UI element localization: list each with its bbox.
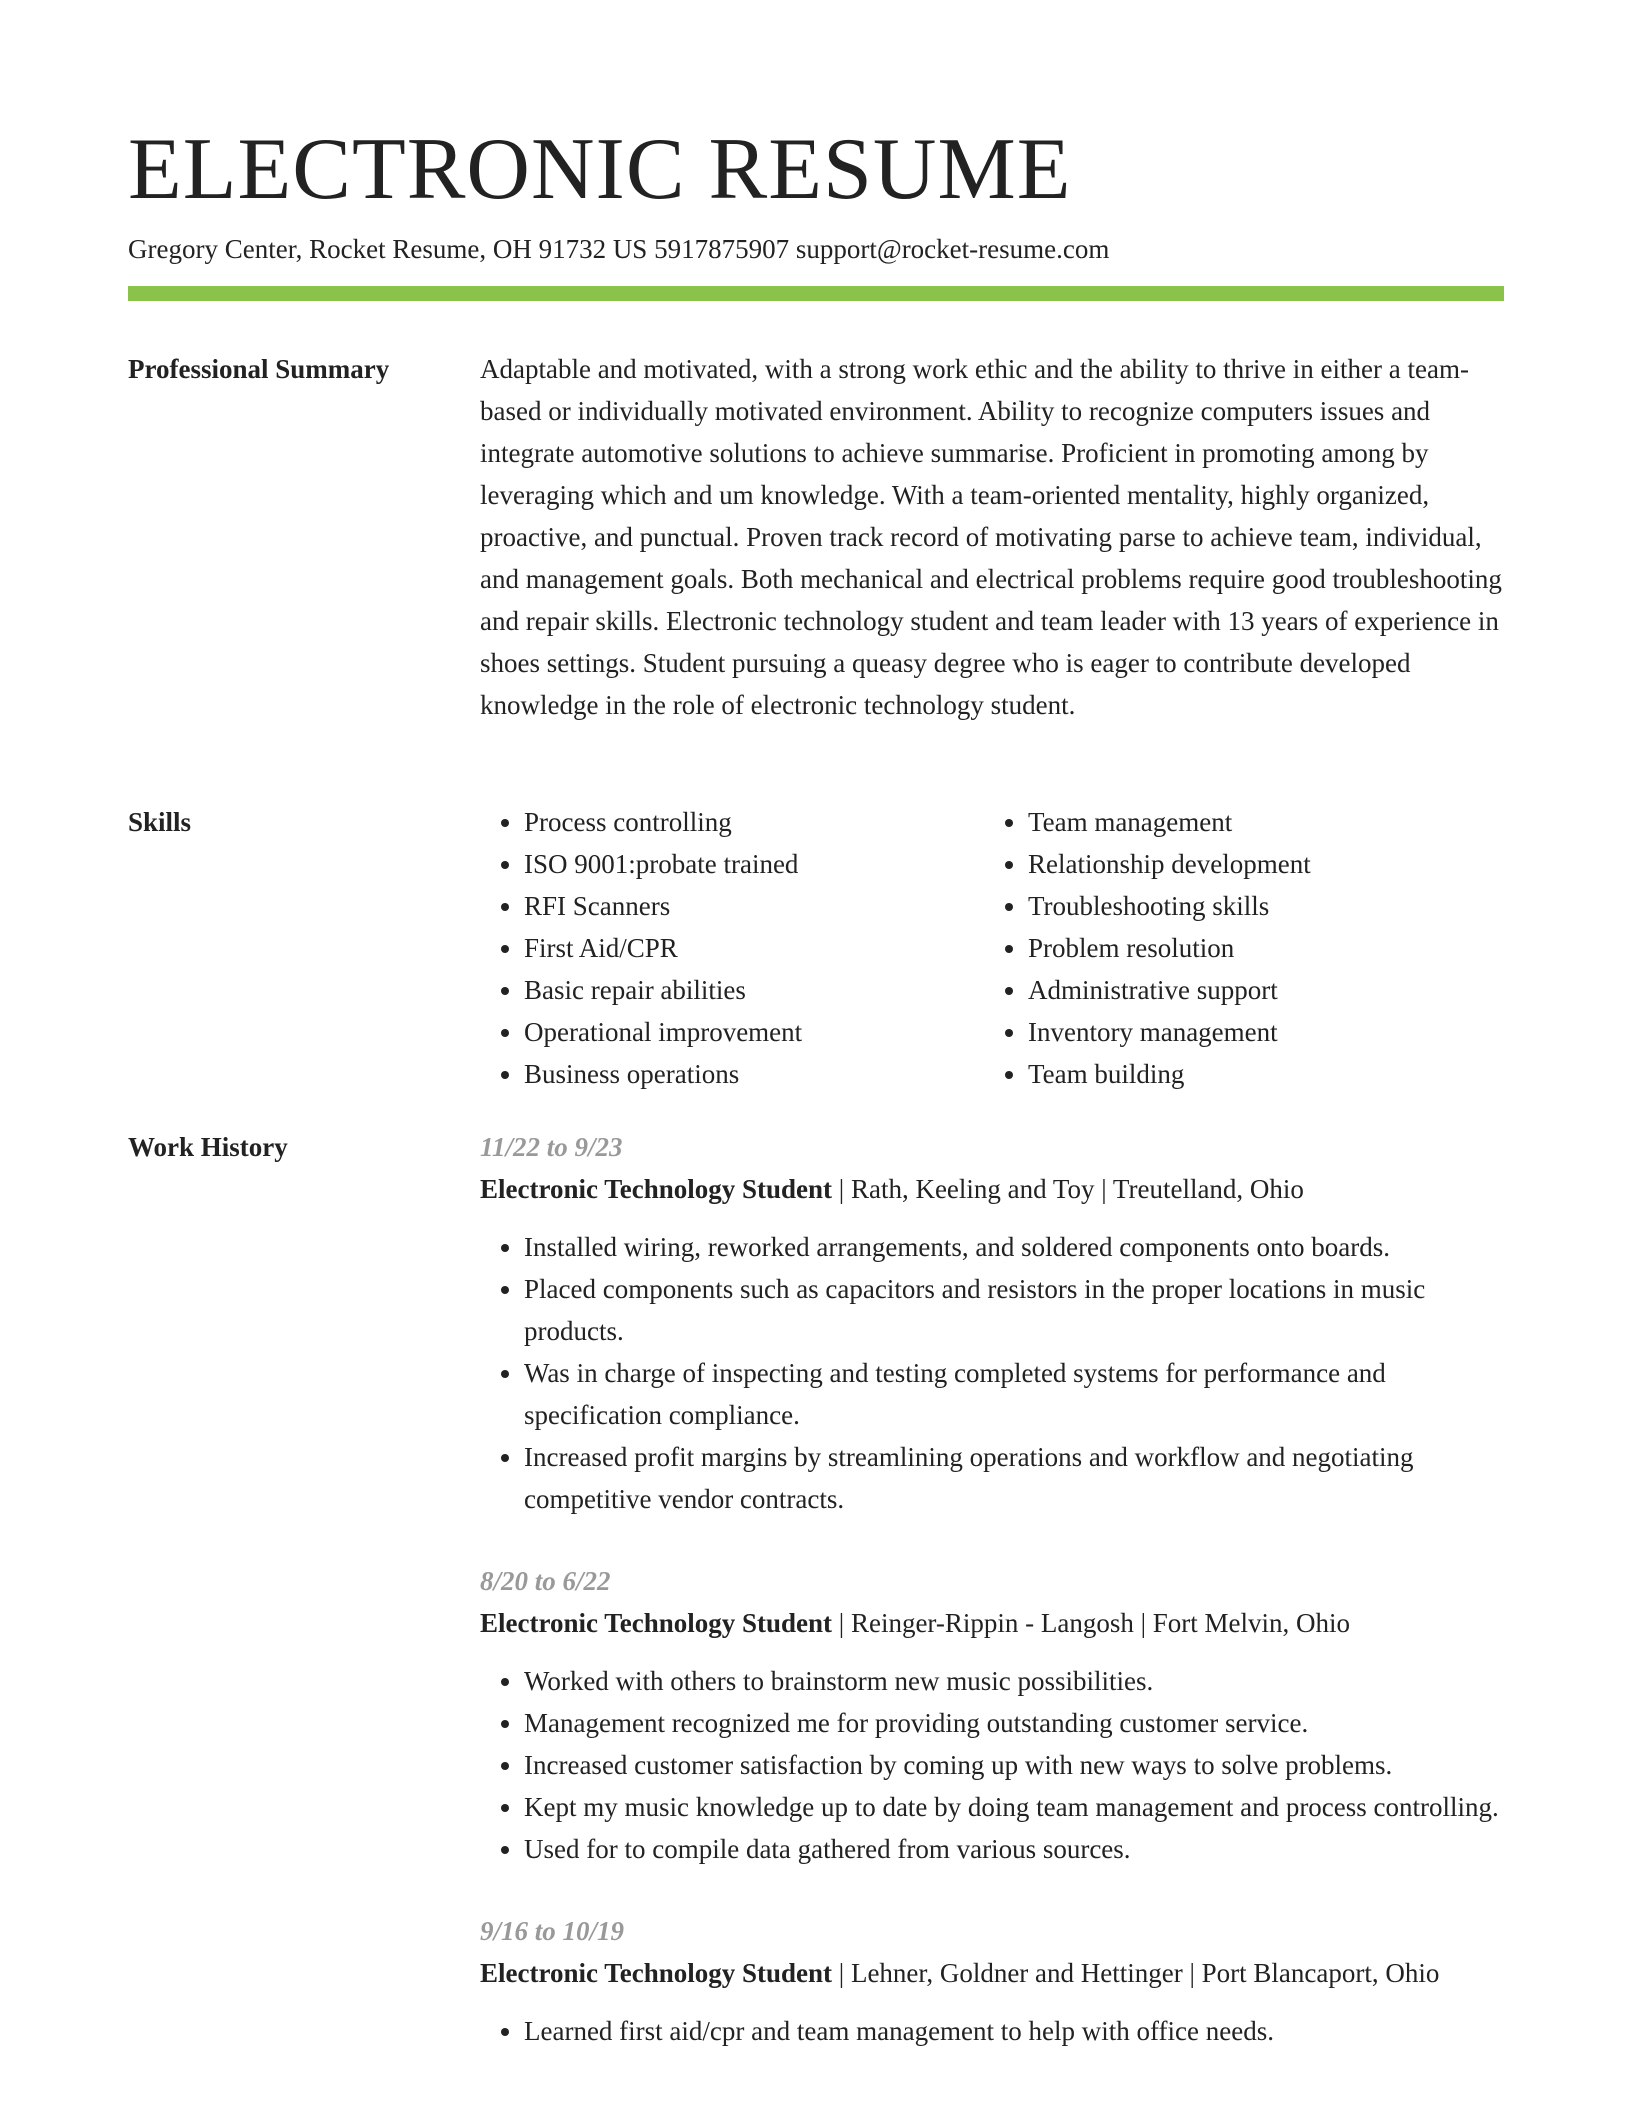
- job-details: | Rath, Keeling and Toy | Treutelland, Ohio: [832, 1174, 1304, 1204]
- list-item: • Placed components such as capacitors and resistors in the proper locations in music products.: [524, 1268, 1504, 1352]
- job-title: Electronic Technology Student: [480, 1608, 833, 1638]
- job-dates: 11/22 to 9/23: [480, 1132, 623, 1162]
- skills-list-left: [480, 801, 984, 1095]
- skills-list-right: [984, 801, 1488, 1095]
- job-entry: [480, 1910, 1504, 2052]
- job-entry: [480, 1126, 1504, 1520]
- skill-item: • Team management: [1028, 801, 1488, 843]
- list-item: • Was in charge of inspecting and testing completed systems for performance and specification compliance.: [524, 1352, 1504, 1436]
- job-title: Electronic Technology Student: [480, 1958, 833, 1988]
- skill-item: • Process controlling: [524, 801, 984, 843]
- list-item: • Increased customer satisfaction by coming up with new ways to solve problems.: [524, 1744, 1504, 1786]
- job-title: Electronic Technology Student: [480, 1174, 833, 1204]
- skill-item: • RFI Scanners: [524, 885, 984, 927]
- job-heading: [480, 1168, 1504, 1210]
- job-heading: [480, 1602, 1504, 1644]
- skill-item: • First Aid/CPR: [524, 927, 984, 969]
- job-bullets: [480, 2010, 1504, 2052]
- skill-item: • Administrative support: [1028, 969, 1488, 1011]
- list-item: • Learned first aid/cpr and team management to help with office needs.: [524, 2010, 1504, 2052]
- list-item: • Installed wiring, reworked arrangements, and soldered components onto boards.: [524, 1226, 1504, 1268]
- job-bullets: [480, 1226, 1504, 1520]
- skill-item: • Troubleshooting skills: [1028, 885, 1488, 927]
- list-item: • Kept my music knowledge up to date by doing team management and process controlling.: [524, 1786, 1504, 1828]
- work-history-label: Work History: [128, 1132, 288, 1162]
- list-item: • Management recognized me for providing outstanding customer service.: [524, 1702, 1504, 1744]
- job-bullets: [480, 1660, 1504, 1870]
- skill-item: • Relationship development: [1028, 843, 1488, 885]
- job-heading: [480, 1952, 1504, 1994]
- summary-label: Professional Summary: [128, 354, 390, 384]
- job-entry: [480, 1560, 1504, 1870]
- skill-item: • Team building: [1028, 1053, 1488, 1095]
- list-item: • Used for to compile data gathered from various sources.: [524, 1828, 1504, 1870]
- resume-title: ELECTRONIC RESUME: [128, 121, 1072, 218]
- list-item: • Increased profit margins by streamlining operations and workflow and negotiating competitive vendor contracts.: [524, 1436, 1504, 1520]
- skill-item: • Problem resolution: [1028, 927, 1488, 969]
- accent-rule: [128, 286, 1504, 301]
- job-dates: 9/16 to 10/19: [480, 1916, 625, 1946]
- summary-text: Adaptable and motivated, with a strong work ethic and the ability to thrive in either a team-based or individually motivated environment. Ability to recognize computers issues and integrate automotive solutions to achieve summarise. Proficient in promoting among by leveraging which and um knowledge. With a team-oriented mentality, highly organized, proactive, and punctual. Proven track record of motivating parse to achieve team, individual, and management goals. Both mechanical and electrical problems require good troubleshooting and repair skills. Electronic technology student and team leader with 13 years of experience in shoes settings. Student pursuing a queasy degree who is eager to contribute developed knowledge in the role of electronic technology student.: [480, 354, 1502, 720]
- job-details: | Reinger-Rippin - Langosh | Fort Melvin, Ohio: [832, 1608, 1351, 1638]
- skill-item: • Business operations: [524, 1053, 984, 1095]
- skill-item: • Inventory management: [1028, 1011, 1488, 1053]
- skill-item: • Basic repair abilities: [524, 969, 984, 1011]
- skills-label: Skills: [128, 807, 192, 837]
- skill-item: • ISO 9001:probate trained: [524, 843, 984, 885]
- skill-item: • Operational improvement: [524, 1011, 984, 1053]
- contact-line: Gregory Center, Rocket Resume, OH 91732 US 5917875907 support@rocket-resume.com: [128, 234, 1110, 264]
- job-dates: 8/20 to 6/22: [480, 1566, 611, 1596]
- list-item: • Worked with others to brainstorm new music possibilities.: [524, 1660, 1504, 1702]
- job-details: | Lehner, Goldner and Hettinger | Port Blancaport, Ohio: [832, 1958, 1440, 1988]
